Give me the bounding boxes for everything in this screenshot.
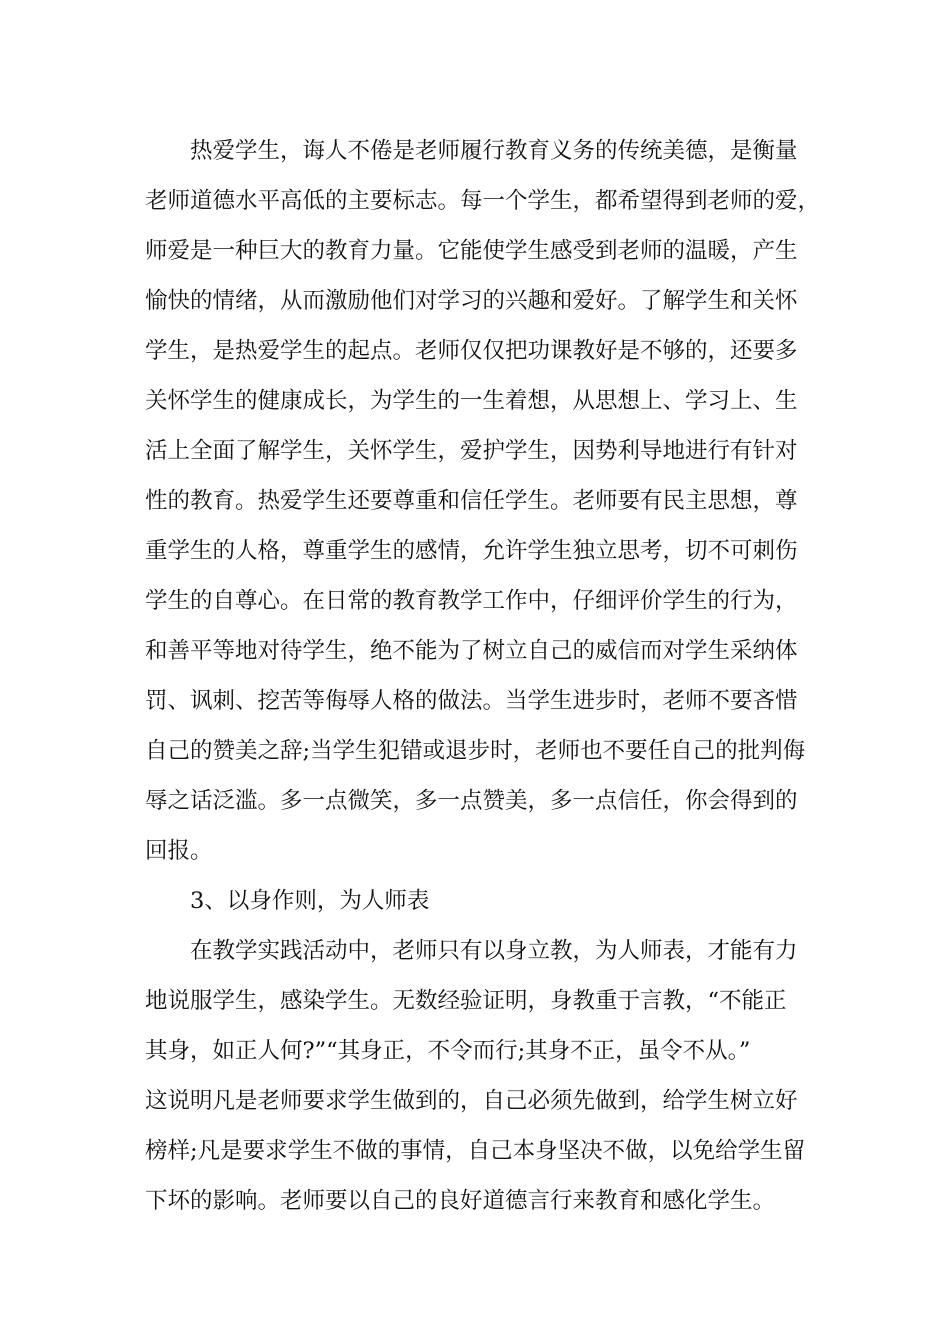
text-line: 热爱学生，诲人不倦是老师履行教育义务的传统美德，是衡量: [190, 138, 798, 164]
text-line: 性的教育。热爱学生还要尊重和信任学生。老师要有民主思想，尊: [145, 488, 798, 514]
text-line: 罚、讽刺、挖苦等侮辱人格的做法。当学生进步时，老师不要吝惜: [145, 688, 798, 714]
text-line: 在教学实践活动中，老师只有以身立教，为人师表，才能有力: [190, 938, 798, 964]
text-line: 活上全面了解学生，关怀学生，爱护学生，因势利导地进行有针对: [145, 438, 798, 464]
text-line: 关怀学生的健康成长，为学生的一生着想，从思想上、学习上、生: [145, 388, 798, 414]
text-line: 重学生的人格，尊重学生的感情，允许学生独立思考，切不可刺伤: [145, 538, 798, 564]
text-line: 自己的赞美之辞;当学生犯错或退步时，老师也不要任自己的批判侮: [145, 738, 806, 764]
text-line: 下坏的影响。老师要以自己的良好道德言行来教育和感化学生。: [145, 1188, 776, 1214]
text-line: 榜样;凡是要求学生不做的事情，自己本身坚决不做，以免给学生留: [145, 1138, 806, 1164]
text-line: 回报。: [145, 838, 213, 864]
text-line: 愉快的情绪，从而激励他们对学习的兴趣和爱好。了解学生和关怀: [145, 288, 798, 314]
text-line: 学生，是热爱学生的起点。老师仅仅把功课教好是不够的，还要多: [145, 338, 798, 364]
text-line: 地说服学生，感染学生。无数经验证明，身教重于言教，“不能正: [145, 988, 787, 1014]
text-line: 师爱是一种巨大的教育力量。它能使学生感受到老师的温暖，产生: [145, 238, 798, 264]
heading-line: 3、以身作则，为人师表: [190, 888, 430, 914]
text-line: 其身，如正人何?”“其身正，不令而行;其身不正，虽令不从。”: [145, 1038, 751, 1064]
text-line: 辱之话泛滥。多一点微笑，多一点赞美，多一点信任，你会得到的: [145, 788, 798, 814]
text-line: 学生的自尊心。在日常的教育教学工作中，仔细评价学生的行为，: [145, 588, 798, 614]
text-line: 老师道德水平高低的主要标志。每一个学生，都希望得到老师的爱，: [145, 188, 821, 214]
text-line: 和善平等地对待学生，绝不能为了树立自己的威信而对学生采纳体: [145, 638, 798, 664]
text-line: 这说明凡是老师要求学生做到的，自己必须先做到，给学生树立好: [145, 1088, 798, 1114]
